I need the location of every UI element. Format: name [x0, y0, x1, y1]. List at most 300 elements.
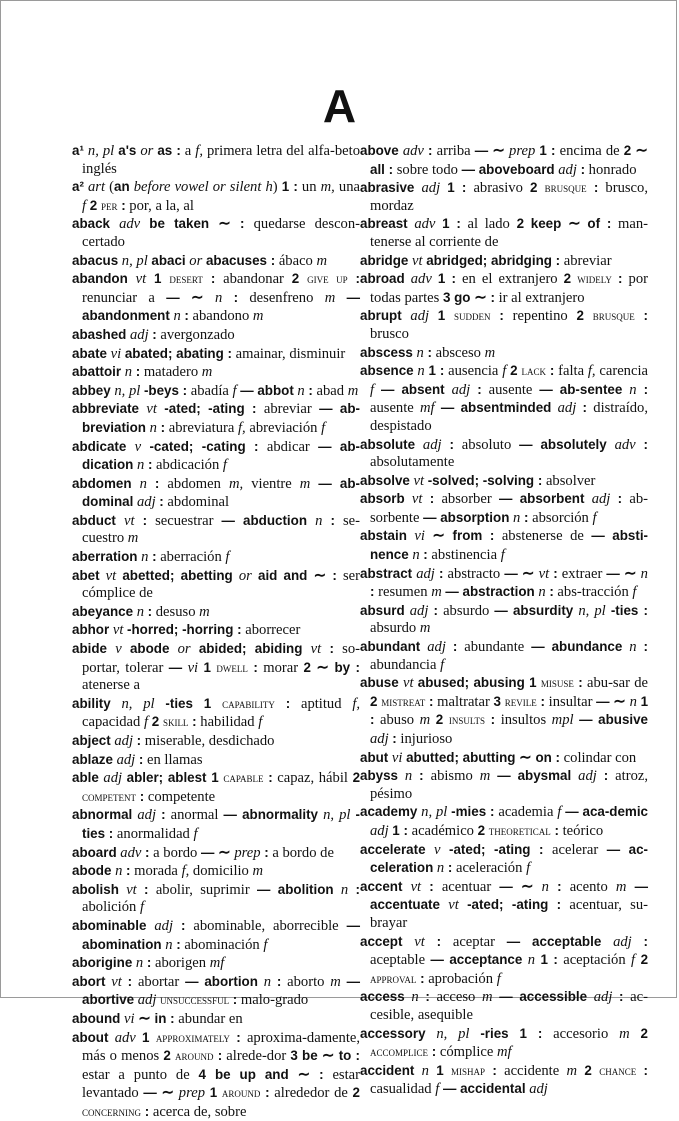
- dictionary-entry: [72, 1029, 360, 1121]
- entry-headword: abdicate: [72, 439, 126, 454]
- entry-text: :: [477, 382, 481, 397]
- entry-text: por todas partes: [370, 271, 648, 306]
- entry-text: aborto: [281, 974, 330, 990]
- entry-text: f,: [195, 143, 203, 159]
- entry-text: 2: [630, 1026, 648, 1041]
- entry-text: 2: [635, 952, 648, 967]
- entry-headword: abbey: [72, 383, 111, 398]
- entry-text: acento: [562, 879, 616, 895]
- entry-text: 2: [148, 714, 163, 729]
- entry-text: n, pl: [426, 1026, 481, 1042]
- dictionary-entry: [360, 638, 648, 674]
- entry-text: capaz, hábil: [273, 770, 353, 786]
- entry-text: :: [126, 863, 130, 878]
- entry-text: :: [230, 1030, 241, 1045]
- entry-text: ac-cesible, asequible: [370, 989, 648, 1023]
- entry-text: adj: [126, 327, 152, 343]
- entry-text: — abortion: [185, 974, 258, 989]
- entry-text: adj: [134, 992, 160, 1008]
- entry-text: vt: [410, 473, 428, 489]
- entry-text: theoretical: [489, 823, 551, 838]
- entry-text: concerning: [82, 1104, 141, 1119]
- entry-text: f: [223, 457, 227, 473]
- entry-text: — abomination: [82, 918, 360, 952]
- entry-text: of :: [581, 216, 612, 231]
- entry-text: all :: [370, 162, 393, 177]
- entry-text: :: [117, 198, 125, 213]
- entry-text: n: [132, 476, 155, 492]
- entry-text: — acceptance: [431, 952, 523, 967]
- entry-text: :: [330, 513, 334, 528]
- entry-text: :: [587, 180, 599, 195]
- entry-text: from :: [445, 528, 494, 543]
- entry-text: desenfreno: [238, 290, 325, 306]
- entry-text: 2: [478, 823, 489, 838]
- entry-text: abolir, suprimir: [149, 882, 258, 898]
- entry-text: m: [300, 476, 319, 492]
- right-column: [360, 142, 648, 1099]
- entry-text: :: [644, 382, 648, 397]
- entry-text: competent: [82, 789, 136, 804]
- dictionary-entry: [72, 142, 360, 178]
- dictionary-entry: [72, 1010, 360, 1029]
- dictionary-entry: [72, 640, 360, 695]
- dictionary-entry: [360, 565, 648, 602]
- entry-text: casualidad: [370, 1081, 435, 1097]
- entry-text: — absolutely: [519, 437, 607, 452]
- entry-text: -ated; -ating :: [164, 401, 256, 416]
- entry-text: n: [137, 549, 152, 565]
- entry-text: -ties 1: [165, 696, 222, 711]
- entry-text: abutted; abutting: [406, 750, 519, 765]
- entry-text: ∼: [568, 215, 581, 232]
- entry-text: :: [644, 639, 648, 654]
- entry-text: :: [636, 1063, 648, 1078]
- entry-headword: absolute: [360, 437, 415, 452]
- entry-headword: abrasive: [360, 180, 414, 195]
- entry-headword: absurd: [360, 603, 405, 618]
- entry-text: n: [204, 290, 234, 306]
- entry-text: aptitud: [290, 696, 352, 712]
- entry-text: vt: [119, 882, 144, 898]
- entry-text: adj: [370, 731, 392, 747]
- entry-text: f: [321, 420, 325, 436]
- entry-text: n, pl: [111, 696, 166, 712]
- entry-text: abominable, aborrecible: [185, 918, 346, 934]
- entry-text: honrado: [585, 162, 636, 178]
- entry-text: abdomen: [159, 476, 229, 492]
- entry-text: acelerar: [544, 842, 607, 858]
- entry-text: :: [524, 510, 528, 525]
- entry-text: :: [448, 860, 452, 875]
- entry-text: n: [433, 860, 448, 876]
- entry-headword: absolve: [360, 473, 410, 488]
- entry-headword: abreast: [360, 216, 408, 231]
- entry-text: secuestrar: [147, 513, 221, 529]
- entry-text: approximately: [156, 1030, 230, 1045]
- entry-text: — absurdity: [494, 603, 573, 618]
- entry-text: ab-sorbente: [370, 491, 648, 526]
- entry-text: 1: [204, 660, 217, 675]
- entry-text: :: [370, 584, 374, 599]
- entry-text: widely: [577, 271, 612, 286]
- entry-text: adj: [132, 807, 161, 823]
- entry-text: m: [482, 989, 499, 1005]
- entry-text: mpl: [552, 712, 579, 728]
- entry-text: ∼: [218, 844, 231, 861]
- dictionary-entry: [360, 749, 648, 768]
- entry-text: adj: [601, 934, 643, 950]
- entry-text: m,: [321, 179, 335, 195]
- entry-text: ∼: [432, 527, 445, 544]
- entry-text: :: [231, 216, 245, 231]
- entry-text: :: [159, 494, 163, 509]
- entry-text: :: [348, 271, 360, 286]
- entry-text: so-portar, tolerar: [82, 641, 360, 676]
- entry-text: 2: [576, 308, 592, 323]
- dictionary-entry: [360, 307, 648, 343]
- entry-text: se-cuestro: [82, 513, 360, 547]
- entry-headword: above: [360, 143, 399, 158]
- entry-text: :: [356, 882, 360, 897]
- entry-text: -ties :: [82, 807, 360, 841]
- entry-text: — abandonment: [82, 290, 360, 324]
- entry-headword: abominable: [72, 918, 146, 933]
- entry-text: f: [140, 899, 144, 915]
- entry-text: 1 :: [438, 271, 456, 286]
- entry-text: encima de: [555, 143, 623, 159]
- entry-text: :: [145, 845, 149, 860]
- entry-text: :: [428, 1044, 436, 1059]
- entry-text: — abduction: [222, 513, 308, 528]
- entry-text: adj: [445, 382, 478, 398]
- entry-text: adj: [412, 566, 439, 582]
- dictionary-entry: [72, 270, 360, 326]
- entry-text: approval: [370, 971, 416, 986]
- entry-headword: abound: [72, 1011, 120, 1026]
- entry-text: abreviatura: [165, 420, 238, 436]
- entry-text: :: [644, 934, 648, 949]
- entry-text: n: [258, 974, 277, 990]
- entry-text: 1 :: [392, 823, 408, 838]
- entry-text: :: [161, 420, 165, 435]
- entry-headword: abode: [72, 863, 111, 878]
- entry-text: adj: [113, 752, 139, 768]
- entry-text: —: [143, 1085, 161, 1100]
- entry-text: competente: [144, 789, 215, 805]
- dictionary-entry: [360, 988, 648, 1024]
- entry-text: before vowel or silent h: [130, 179, 273, 195]
- entry-headword: abort: [72, 974, 105, 989]
- entry-text: renunciar a: [82, 290, 166, 306]
- entry-text: adj: [584, 491, 617, 507]
- entry-text: n, pl: [118, 253, 151, 269]
- dictionary-entry: [360, 767, 648, 803]
- entry-text: f: [194, 826, 198, 842]
- entry-headword: ablaze: [72, 752, 113, 767]
- entry-text: brusco, mordaz: [370, 180, 648, 214]
- entry-text: 2: [353, 770, 360, 785]
- entry-text: prep: [505, 143, 539, 159]
- entry-text: give up: [307, 271, 347, 286]
- entry-text: — absorbent: [499, 491, 584, 506]
- entry-text: n, pl: [111, 383, 144, 399]
- entry-text: :: [275, 696, 290, 711]
- entry-text: vt: [399, 675, 418, 691]
- entry-text: adj: [402, 308, 438, 324]
- entry-text: ∼: [492, 142, 505, 159]
- entry-text: f: [526, 860, 530, 876]
- entry-text: ∼: [322, 1047, 335, 1064]
- entry-text: :: [148, 457, 152, 472]
- entry-headword: abattoir: [72, 364, 121, 379]
- dictionary-entry: [360, 933, 648, 989]
- entry-text: ser cómplice de: [82, 568, 360, 602]
- entry-text: abismo: [424, 768, 480, 784]
- entry-text: adj: [111, 733, 137, 749]
- entry-text: or: [136, 143, 157, 159]
- entry-text: — absentminded: [441, 400, 552, 415]
- entry-text: abstinencia: [428, 547, 501, 563]
- entry-text: — absorption: [423, 510, 509, 525]
- entry-text: abetted; abetting: [122, 568, 232, 583]
- entry-text: to :: [334, 1048, 360, 1063]
- entry-text: ∼: [138, 1010, 151, 1027]
- entry-headword: access: [360, 989, 405, 1004]
- entry-text: anormal: [166, 807, 224, 823]
- dictionary-entry: [72, 973, 360, 1010]
- entry-text: extraer: [558, 566, 607, 582]
- entry-text: a bordo: [150, 845, 201, 861]
- entry-text: académico: [408, 823, 478, 839]
- entry-text: estar levantado: [82, 1067, 360, 1102]
- entry-text: morada: [131, 863, 182, 879]
- entry-text: abided; abiding: [199, 641, 303, 656]
- entry-text: :: [214, 1048, 223, 1063]
- entry-text: —: [166, 290, 191, 305]
- entry-text: n: [121, 364, 136, 380]
- entry-text: m: [485, 345, 496, 361]
- entry-text: aberración: [157, 549, 226, 565]
- entry-text: 2: [577, 1063, 599, 1078]
- entry-headword: abroad: [360, 271, 405, 286]
- entry-text: aceptable: [370, 952, 431, 968]
- entry-text: abdicación: [152, 457, 223, 473]
- dictionary-entry: [360, 1025, 648, 1062]
- entry-text: ábaco: [275, 253, 316, 269]
- entry-text: brusque: [545, 180, 587, 195]
- entry-text: adj: [414, 180, 447, 196]
- entry-text: ∼: [521, 878, 534, 895]
- entry-text: ∼: [218, 215, 231, 232]
- entry-headword: abandon: [72, 271, 128, 286]
- entry-text: f,: [588, 363, 596, 379]
- entry-text: vi: [388, 750, 406, 766]
- entry-text: or: [233, 568, 258, 584]
- entry-text: academia: [495, 804, 558, 820]
- entry-text: abominación: [181, 937, 264, 953]
- entry-text: en llamas: [143, 752, 202, 768]
- entry-text: absurdo: [438, 603, 494, 619]
- entry-text: vi: [107, 346, 125, 362]
- entry-headword: abashed: [72, 327, 126, 342]
- entry-text: abundar en: [175, 1011, 243, 1027]
- entry-text: mishap: [451, 1063, 485, 1078]
- entry-text: :: [329, 641, 333, 656]
- entry-text: colindar con: [560, 750, 636, 766]
- entry-text: n: [307, 513, 330, 529]
- entry-text: vi: [120, 1011, 138, 1027]
- entry-headword: academy: [360, 804, 417, 819]
- entry-text: — ab-sentee: [539, 382, 622, 397]
- entry-text: 3: [494, 694, 505, 709]
- entry-text: m: [253, 308, 264, 324]
- entry-text: adj: [133, 494, 159, 510]
- entry-text: acentuar, su-brayar: [370, 897, 648, 931]
- entry-text: m: [253, 863, 264, 879]
- entry-headword: able: [72, 770, 99, 785]
- entry-text: en el extranjero: [456, 271, 564, 287]
- entry-text: 1 :: [370, 694, 648, 728]
- entry-text: insults: [449, 712, 485, 727]
- entry-text: 1 :: [429, 363, 445, 378]
- entry-text: — abolition: [257, 882, 334, 897]
- entry-text: n, pl: [573, 603, 611, 619]
- entry-text: al lado: [461, 216, 517, 232]
- entry-text: abad: [313, 383, 348, 399]
- entry-text: — accentuate: [370, 879, 648, 913]
- entry-text: f: [497, 971, 501, 987]
- entry-text: f,: [352, 696, 360, 712]
- entry-text: n: [146, 420, 161, 436]
- entry-text: m: [325, 290, 347, 306]
- entry-text: 2: [530, 180, 545, 195]
- entry-text: 2: [304, 660, 317, 675]
- entry-text: m: [619, 1026, 630, 1042]
- entry-text: vt: [408, 253, 426, 269]
- entry-text: vt: [405, 491, 430, 507]
- entry-text: abreviación: [246, 420, 321, 436]
- entry-text: adj: [571, 768, 604, 784]
- entry-text: abacuses :: [206, 253, 275, 268]
- dictionary-entry: [72, 603, 360, 622]
- entry-text: abdominal: [164, 494, 229, 510]
- dictionary-entry: [360, 362, 648, 435]
- entry-text: a: [181, 143, 196, 159]
- entry-text: — ac-celeration: [370, 842, 648, 876]
- entry-text: :: [425, 989, 429, 1004]
- entry-text: v: [107, 641, 130, 657]
- entry-headword: abeyance: [72, 604, 133, 619]
- entry-headword: abstract: [360, 566, 412, 581]
- entry-text: abu-sar de: [583, 675, 648, 691]
- dictionary-entry: [72, 438, 360, 475]
- entry-text: ausente: [370, 400, 420, 416]
- entry-text: estar a punto de: [82, 1067, 199, 1083]
- entry-text: absceso: [432, 345, 485, 361]
- entry-text: n: [534, 879, 558, 895]
- entry-text: — abundance: [531, 639, 622, 654]
- entry-text: m: [420, 620, 431, 636]
- entry-text: or: [186, 253, 206, 269]
- entry-text: 2: [292, 271, 307, 286]
- entry-text: distraído, despistado: [370, 400, 648, 434]
- entry-text: 2: [163, 1048, 175, 1063]
- entry-text: adv: [408, 216, 442, 232]
- dictionary-entry: [72, 695, 360, 732]
- entry-headword: accessory: [360, 1026, 426, 1041]
- entry-text: in :: [151, 1011, 175, 1026]
- dictionary-entry: [72, 382, 360, 401]
- entry-text: :: [152, 549, 156, 564]
- entry-text: ∼: [162, 1084, 175, 1101]
- dictionary-entry: [72, 252, 360, 271]
- entry-text: ∼: [474, 289, 487, 306]
- dictionary-entry: [72, 567, 360, 603]
- entry-text: abs-tracción: [554, 584, 633, 600]
- entry-text: -ated; -ating :: [467, 897, 561, 912]
- entry-text: :: [425, 694, 433, 709]
- dictionary-entry: [72, 178, 360, 215]
- dictionary-entry: [360, 472, 648, 491]
- entry-headword: abhor: [72, 622, 109, 637]
- entry-text: :: [557, 879, 561, 894]
- entry-text: 3 be: [290, 1048, 322, 1063]
- entry-text: :: [264, 770, 273, 785]
- entry-headword: accelerate: [360, 842, 426, 857]
- entry-text: atenerse a: [82, 677, 140, 693]
- entry-text: as :: [157, 143, 180, 158]
- entry-text: absolutamente: [370, 454, 454, 470]
- entry-text: n: [622, 639, 643, 655]
- dictionary-entry: [360, 252, 648, 271]
- entry-text: :: [181, 918, 185, 933]
- entry-text: brusco: [370, 326, 409, 342]
- entry-text: man-tenerse al corriente de: [370, 216, 648, 250]
- entry-text: vt: [402, 934, 436, 950]
- dictionary-entry: [72, 806, 360, 843]
- entry-text: aborigen: [151, 955, 209, 971]
- entry-text: vi: [182, 660, 203, 676]
- entry-headword: abstain: [360, 528, 407, 543]
- entry-text: n: [133, 604, 148, 620]
- entry-text: 1: [154, 271, 169, 286]
- entry-text: adv: [405, 271, 438, 287]
- entry-text: — acceptable: [507, 934, 602, 949]
- entry-text: :: [139, 752, 143, 767]
- entry-text: — abstraction: [445, 584, 534, 599]
- entry-text: :: [449, 437, 453, 452]
- entry-text: repentino: [504, 308, 577, 324]
- entry-text: 2: [506, 363, 521, 378]
- entry-text: adv: [117, 845, 145, 861]
- entry-text: adv: [108, 1030, 142, 1046]
- entry-text: —: [475, 143, 493, 158]
- entry-text: an: [114, 179, 130, 194]
- entry-text: -solved; -solving :: [428, 473, 543, 488]
- entry-text: :: [487, 290, 495, 305]
- entry-text: alrededor de: [270, 1085, 353, 1101]
- entry-text: n: [398, 768, 419, 784]
- dictionary-entry: [360, 602, 648, 638]
- entry-text: alrede-dor: [222, 1048, 290, 1064]
- entry-text: ∼: [298, 1066, 311, 1083]
- entry-text: m: [616, 879, 635, 895]
- entry-text: adv: [110, 216, 149, 232]
- entry-text: abridged; abridging :: [426, 253, 560, 268]
- entry-text: — ab-dication: [82, 439, 360, 473]
- entry-text: — abortive: [82, 974, 360, 1008]
